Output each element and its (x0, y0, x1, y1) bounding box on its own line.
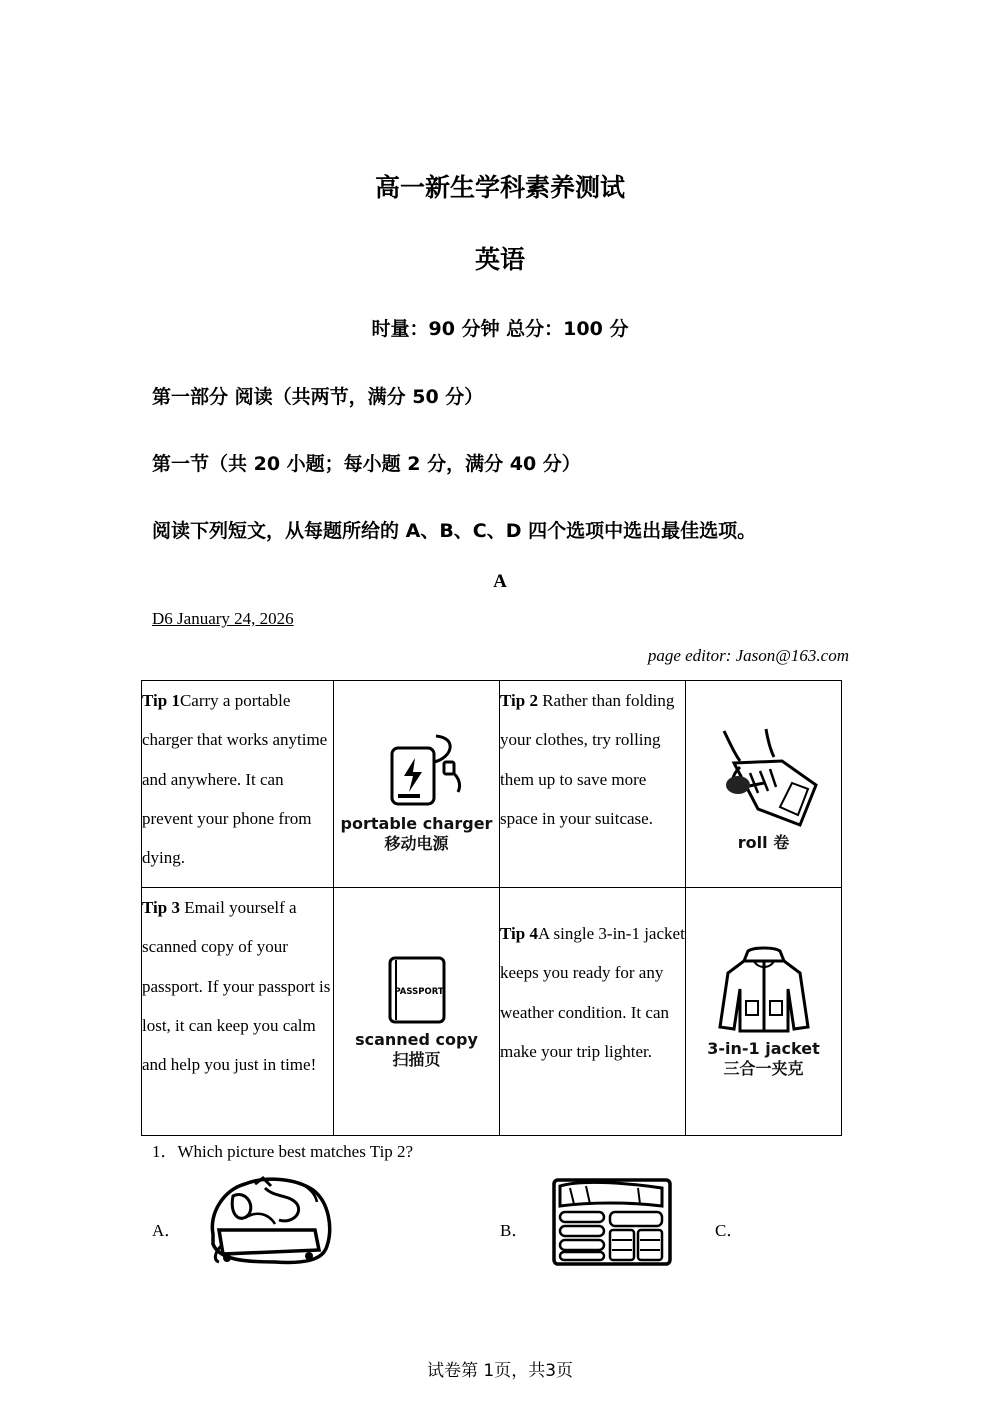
tip-4-text (500, 888, 686, 1136)
tip-3-caption-zh: 扫描页 (392, 1049, 441, 1069)
page-footer: 试卷第 1页，共3页 (426, 1361, 574, 1381)
part-one-heading: 第一部分 阅读（共两节，满分 50 分） (152, 386, 484, 408)
tip-2-image (686, 681, 842, 888)
tip-1-body: Carry a portable charger that works anytime and anywhere. It can prevent your phone from dying. (142, 691, 328, 868)
tip-3-label: Tip 3 (142, 898, 180, 917)
tip-2-body: Rather than folding your clothes, try rolling them up to save more space in your suitcase. (500, 691, 675, 828)
subject-title: 英语 (474, 245, 525, 274)
tip-1-image (334, 681, 500, 888)
time-info: 时量：90 分钟 总分：100 分 (371, 318, 629, 340)
tips-table (141, 680, 842, 1136)
tip-1-caption-en: portable charger (340, 814, 493, 833)
question-1-stem: 1．Which picture best matches Tip 2? (152, 1142, 414, 1161)
jacket-icon (714, 945, 814, 1037)
tip-4-label: Tip 4 (500, 924, 538, 943)
tip-3-caption-en: scanned copy (355, 1029, 478, 1049)
option-b-label[interactable]: B． (500, 1221, 529, 1240)
tip-4-caption-zh: 三合一夹克 (723, 1058, 804, 1078)
tip-2-label: Tip 2 (500, 691, 538, 710)
tip-3-body: Email yourself a scanned copy of your passport. If your passport is lost, it can keep you calm and help you just in time! (142, 898, 331, 1075)
portable-charger-icon (362, 734, 472, 814)
passport-icon (382, 954, 452, 1026)
option-c-label[interactable]: C． (715, 1221, 744, 1240)
tip-1-caption-zh: 移动电源 (384, 834, 449, 853)
passage-label: A (493, 571, 507, 592)
tip-3-image (334, 888, 500, 1136)
option-a-label[interactable]: A． (152, 1221, 182, 1240)
packed-suitcase-icon (550, 1176, 675, 1266)
tip-1-text (142, 681, 334, 888)
tip-1-label: Tip 1 (142, 691, 180, 710)
page-title: 高一新生学科素养测试 (374, 173, 625, 202)
date-line: D6 January 24, 2026 (152, 609, 294, 628)
editor-line: page editor: Jason@163.com (647, 646, 849, 665)
tip-4-caption-en: 3-in-1 jacket (707, 1038, 820, 1058)
tip-4-image (686, 888, 842, 1136)
messy-suitcase-icon (205, 1174, 335, 1266)
section-one-heading: 第一节（共 20 小题；每小题 2 分，满分 40 分） (152, 453, 581, 475)
tip-4-body: A single 3-in-1 jacket keeps you ready for any weather condition. It can make your trip lighter. (500, 924, 685, 1061)
rolled-clothes-icon (704, 723, 824, 833)
tip-2-caption-en: roll 卷 (737, 833, 790, 852)
tip-3-text (142, 888, 334, 1136)
tip-2-text (500, 681, 686, 888)
instruction-text: 阅读下列短文，从每题所给的 A、B、C、D 四个选项中选出最佳选项。 (152, 520, 757, 542)
passport-word: PASSPORT (393, 986, 444, 997)
